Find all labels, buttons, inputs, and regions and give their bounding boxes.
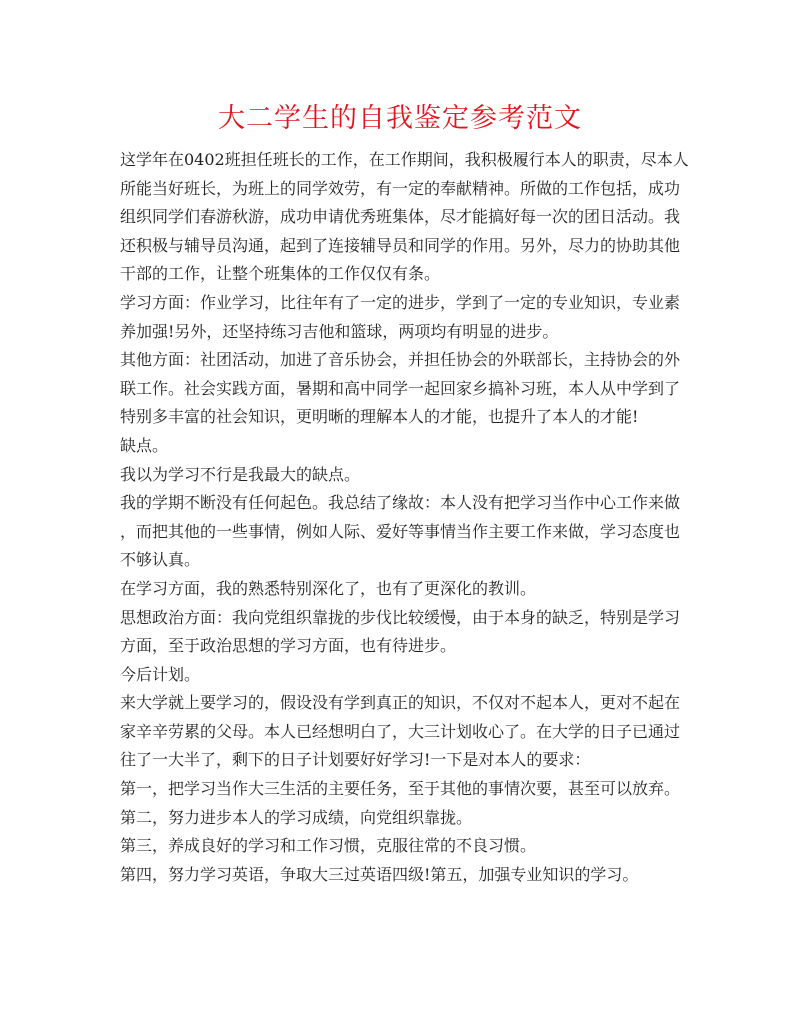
text-line: 组织同学们春游秋游，成功申请优秀班集体，尽才能搞好每一次的团日活动。我 [120,207,681,227]
text-line: 养加强!另外，还坚持练习吉他和篮球，两项均有明显的进步。 [120,321,559,341]
text-line: 第一，把学习当作大三生活的主要任务，至于其他的事情次要，甚至可以放弃。 [120,779,681,799]
text-line: 今后计划。 [120,664,201,684]
text-line: 所能当好班长，为班上的同学效劳，有一定的奉献精神。所做的工作包括，成功 [120,178,681,198]
text-line: 第二，努力进步本人的学习成绩，向党组织靠拢。 [120,807,473,827]
text-line: 特别多丰富的社会知识，更明晰的理解本人的才能，也提升了本人的才能! [120,407,639,427]
text-line: 思想政治方面：我向党组织靠拢的步伐比较缓慢，由于本身的缺乏，特别是学习 [120,607,681,627]
text-line: 干部的工作，让整个班集体的工作仅仅有条。 [120,264,441,284]
text-line: 第四，努力学习英语，争取大三过英语四级!第五，加强专业知识的学习。 [120,864,639,884]
text-line: 家辛辛劳累的父母。本人已经想明白了，大三计划收心了。在大学的日子已通过 [120,721,681,741]
document-title: 大二学生的自我鉴定参考范文 [218,103,582,134]
document-body [120,146,689,889]
text-line: 缺点。 [120,435,169,455]
text-line: 不够认真。 [120,550,201,570]
text-line: 方面，至于政治思想的学习方面，也有待进步。 [120,636,457,656]
text-line: 学习方面：作业学习，比往年有了一定的进步，学到了一定的专业知识，专业素 [120,292,681,312]
text-line: 往了一大半了，剩下的日子计划要好好学习!一下是对本人的要求： [120,750,591,770]
text-line: 还积极与辅导员沟通，起到了连接辅导员和同学的作用。另外，尽力的协助其他 [120,235,681,255]
text-line: 我的学期不断没有任何起色。我总结了缘故：本人没有把学习当作中心工作来做 [120,493,681,513]
text-line: 联工作。社会实践方面，暑期和高中同学一起回家乡搞补习班，本人从中学到了 [120,378,681,398]
text-line: 我以为学习不行是我最大的缺点。 [120,464,361,484]
text-line: 在学习方面，我的熟悉特别深化了，也有了更深化的教训。 [120,578,537,598]
text-line: 第三，养成良好的学习和工作习惯，克服往常的不良习惯。 [120,836,537,856]
text-line: ，而把其他的一些事情，例如人际、爱好等事情当作主要工作来做，学习态度也 [120,521,681,541]
text-line: 其他方面：社团活动，加进了音乐协会，并担任协会的外联部长，主持协会的外 [120,350,681,370]
text-line: 这学年在0402班担任班长的工作，在工作期间，我积极履行本人的职责，尽本人 [120,150,689,169]
text-line: 来大学就上要学习的，假设没有学到真正的知识，不仅对不起本人，更对不起在 [120,693,681,713]
